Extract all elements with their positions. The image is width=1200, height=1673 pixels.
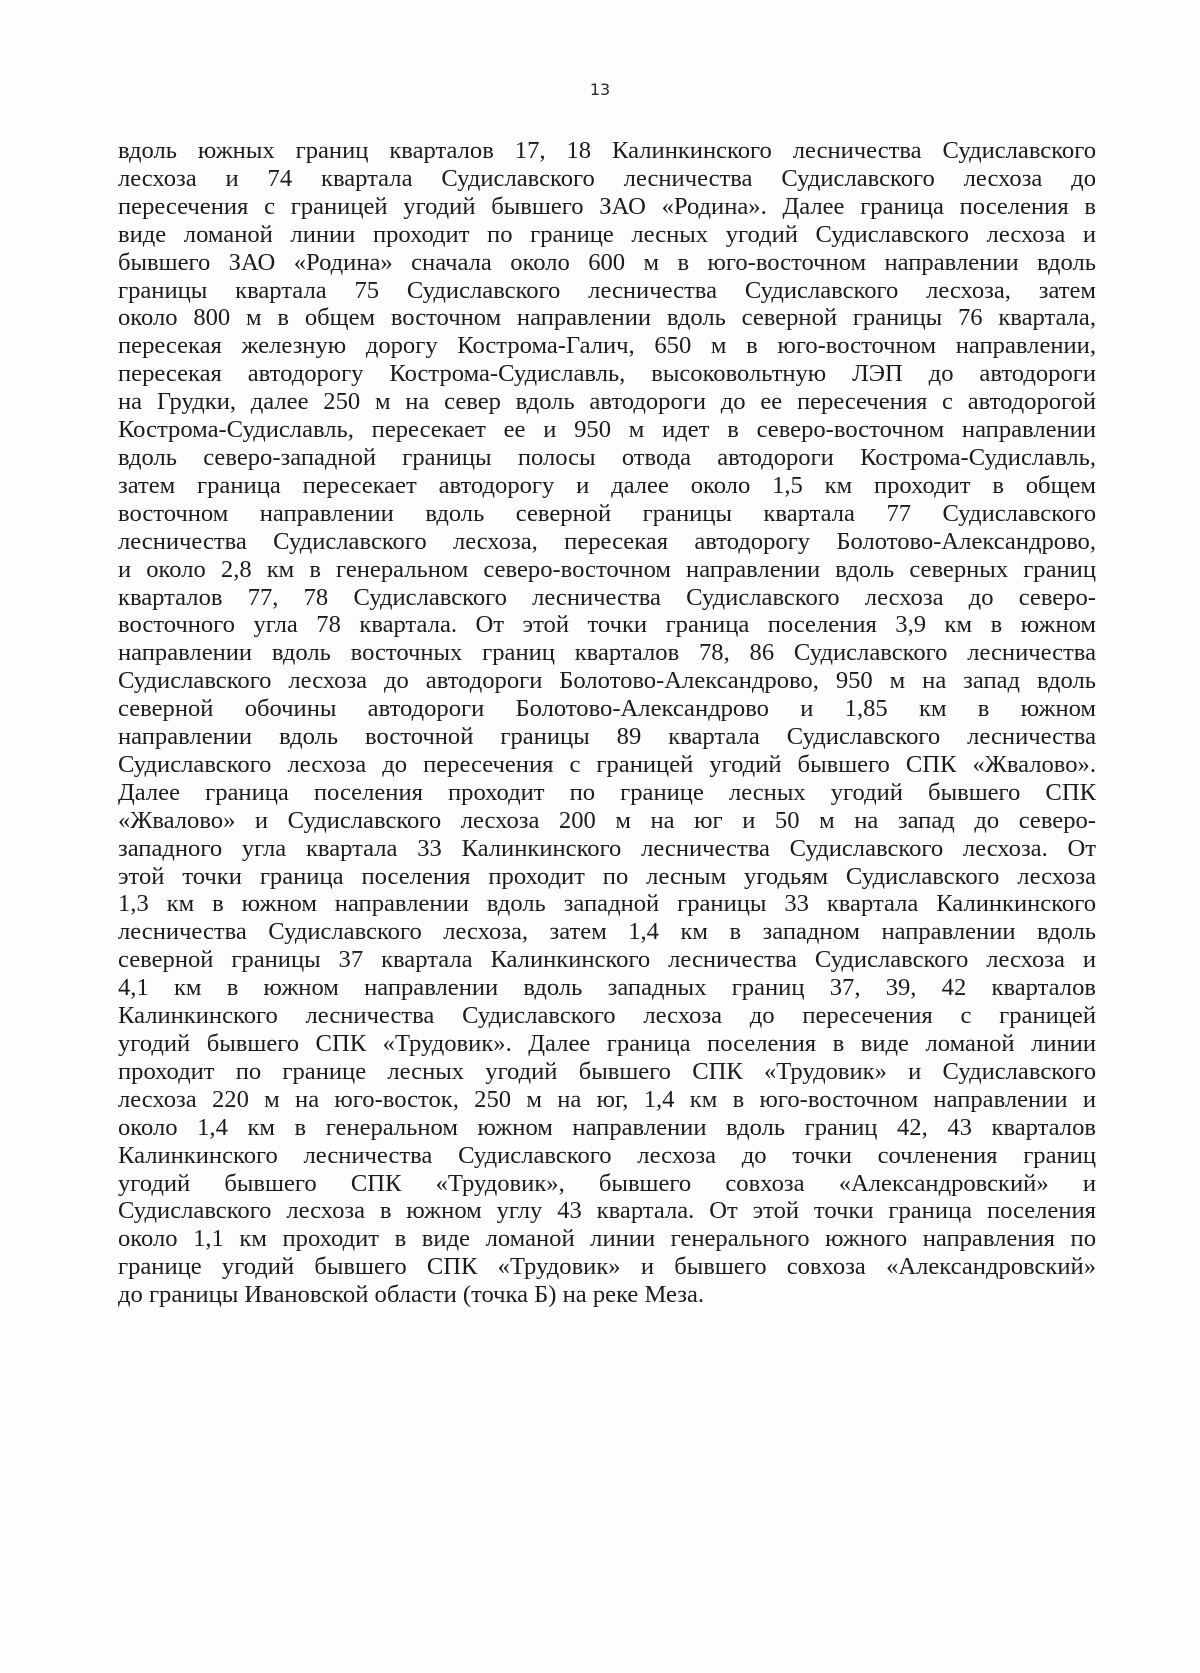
text-line: Судиславского лесхоза в южном углу 43 квартала. От этой точки граница поселения <box>118 1197 1096 1225</box>
text-line: угодий бывшего СПК «Трудовик», бывшего совхоза «Александровский» и <box>118 1169 1096 1197</box>
text-line: 1,3 км в южном направлении вдоль западной границы 33 квартала Калинкинского <box>118 890 1096 918</box>
text-line: границы квартала 75 Судиславского лесничества Судиславского лесхоза, затем <box>118 276 1096 304</box>
body-paragraph <box>118 137 1096 1309</box>
text-line: бывшего ЗАО «Родина» сначала около 600 м в юго-восточном направлении вдоль <box>118 248 1096 276</box>
text-line: около 1,4 км в генеральном южном направлении вдоль границ 42, 43 кварталов <box>118 1113 1096 1141</box>
text-line: угодий бывшего СПК «Трудовик». Далее граница поселения в виде ломаной линии <box>118 1030 1096 1057</box>
text-line: «Жвалово» и Судиславского лесхоза 200 м на юг и 50 м на запад до северо- <box>118 806 1096 834</box>
text-line: северной границы 37 квартала Калинкинского лесничества Судиславского лесхоза и <box>118 946 1096 974</box>
text-line: около 800 м в общем восточном направлении вдоль северной границы 76 квартала, <box>118 304 1096 332</box>
text-line: Судиславского лесхоза до автодороги Болотово-Александрово, 950 м на запад вдоль <box>118 667 1096 695</box>
text-line: вдоль северо-западной границы полосы отвода автодороги Кострома-Судиславль, <box>118 443 1096 471</box>
text-line: на Грудки, далее 250 м на север вдоль автодороги до ее пересечения с автодорогой <box>118 388 1096 416</box>
text-line: лесхоза и 74 квартала Судиславского лесничества Судиславского лесхоза до <box>118 164 1096 192</box>
text-line: виде ломаной линии проходит по границе лесных угодий Судиславского лесхоза и <box>118 220 1096 248</box>
text-line: направлении вдоль восточных границ кварталов 78, 86 Судиславского лесничества <box>118 639 1096 667</box>
text-line: этой точки граница поселения проходит по лесным угодьям Судиславского лесхоза <box>118 862 1096 890</box>
text-line: Далее граница поселения проходит по границе лесных угодий бывшего СПК <box>118 778 1096 806</box>
text-line: лесничества Судиславского лесхоза, затем 1,4 км в западном направлении вдоль <box>118 918 1096 946</box>
text-line: до границы Ивановской области (точка Б) на реке Меза. <box>118 1281 705 1309</box>
text-line: затем граница пересекает автодорогу и далее около 1,5 км проходит в общем <box>118 471 1096 499</box>
text-line: проходит по границе лесных угодий бывшего СПК «Трудовик» и Судиславского <box>118 1057 1096 1085</box>
text-line: границе угодий бывшего СПК «Трудовик» и бывшего совхоза «Александровский» <box>118 1253 1096 1281</box>
text-line: восточного угла 78 квартала. От этой точки граница поселения 3,9 км в южном <box>118 611 1096 639</box>
text-line: западного угла квартала 33 Калинкинского лесничества Судиславского лесхоза. От <box>118 834 1096 862</box>
text-line: 4,1 км в южном направлении вдоль западных границ 37, 39, 42 кварталов <box>118 974 1096 1002</box>
text-line: кварталов 77, 78 Судиславского лесничества Судиславского лесхоза до северо- <box>118 583 1096 611</box>
text-line: Кострома-Судиславль, пересекает ее и 950 м идет в северо-восточном направлении <box>118 416 1096 444</box>
text-line: лесхоза 220 м на юго-восток, 250 м на юг, 1,4 км в юго-восточном направлении и <box>118 1085 1096 1113</box>
text-line: пересекая автодорогу Кострома-Судиславль, высоковольтную ЛЭП до автодороги <box>118 360 1096 388</box>
text-line: около 1,1 км проходит в виде ломаной линии генерального южного направления по <box>118 1225 1096 1253</box>
text-line: и около 2,8 км в генеральном северо-восточном направлении вдоль северных границ <box>118 555 1096 583</box>
text-line: восточном направлении вдоль северной границы квартала 77 Судиславского <box>118 499 1096 527</box>
text-line: направлении вдоль восточной границы 89 квартала Судиславского лесничества <box>118 723 1096 751</box>
text-line: пересечения с границей угодий бывшего ЗАО «Родина». Далее граница поселения в <box>118 192 1096 220</box>
text-line: Калинкинского лесничества Судиславского лесхоза до точки сочленения границ <box>118 1141 1096 1169</box>
text-line: пересекая железную дорогу Кострома-Галич, 650 м в юго-восточном направлении, <box>118 332 1096 360</box>
text-line: северной обочины автодороги Болотово-Александрово и 1,85 км в южном <box>118 695 1096 723</box>
page-number: 13 <box>589 80 611 99</box>
text-line: лесничества Судиславского лесхоза, пересекая автодорогу Болотово-Александрово, <box>118 527 1096 555</box>
text-line: вдоль южных границ кварталов 17, 18 Калинкинского лесничества Судиславского <box>118 137 1096 164</box>
text-line: Судиславского лесхоза до пересечения с границей угодий бывшего СПК «Жвалово». <box>118 750 1096 778</box>
text-line: Калинкинского лесничества Судиславского лесхоза до пересечения с границей <box>118 1002 1096 1030</box>
